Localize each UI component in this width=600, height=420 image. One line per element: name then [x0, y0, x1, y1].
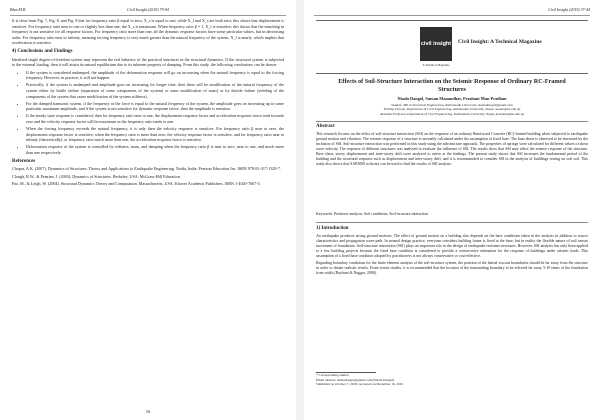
list-item: • When the forcing frequency exceeds the natural frequency, it is only then the velocity response is sensitive. For frequency ratio β near to zero, the displacement response factor is sensitive; when the frequency ratio is more than zero, the velocity response factor is sensitive, and for frequency ratio near to infinity (theoretically), or frequency ratio much more than one, the acceleration response factor is sensitive. — [26, 126, 284, 143]
correspondence-footnote — [316, 372, 588, 387]
section-intro: Idealized single degree-of-freedom system may represent the real behavior of the practical structures in the structural dynamics. If the structural system is subjected to the external loading, then it will attain its natural equilibrium due to its inherent property of damping. From this study, the following conclusions can be drawn: — [12, 56, 284, 68]
list-item: • Deformation response of the system is controlled by stiffness, mass, and damping when the frequency ratio β is near to zero, near to one, and much more than one respectively. — [26, 144, 284, 155]
affiliations — [324, 103, 580, 116]
reference-item: Clough, R.W., & Penzien, J. (2003). Dynamics of Structures. Berkeley, USA: McGraw-Hill Education. — [12, 173, 181, 179]
intro-paragraph: An earthquake produces strong ground motions. The effect of ground motion on a building also depends on the base conditions taken in the analysis in addition to source characteristics and propagation wave path. In normal design practice, everyone considers building frame is fixed at the base, but in reality the flexible nature of soil causes movement of foundation. Soil-structure interaction (SSI) plays an important role in the design of earthquake-resistant structures. However, SSI analysis has only been applied to a few building projects because the fixed base condition is considered to provide a conservative estimation for the response of buildings under seismic loads. This assumption of a fixed base condition adopted by practitioners is not always conservative or cost-effective. — [316, 234, 588, 258]
references-list — [12, 166, 284, 187]
journal-name: Civil Insight: A Technical Magazine — [458, 39, 542, 45]
right-page — [304, 0, 600, 420]
intro-body — [316, 234, 588, 278]
reference-item: Chopra, A.K. (2007). Dynamics of Structures: Theory and Applications to Earthquake Engineering. Noida, India: Pearson Education Inc. ISBN 978-81-317-1329-7. — [12, 166, 281, 172]
reference-item: Paz, M., & Leigh, W. (2004). Structural Dynamics Theory and Computation. Massachusetts, USA: Kluwer Academic Publishers. ISBN 1-4020-7667-3. — [12, 181, 261, 187]
left-page-body — [12, 18, 284, 189]
section-title: 4) Conclusions and Findings — [12, 48, 73, 54]
header-journal: Civil Insight (2019) 79-94 — [127, 7, 169, 12]
paper-authors: Nisala Dangol, Suman Manandhar, Prashant Man Pradhan — [397, 96, 507, 101]
submission-dates: Submitted on October 7, 2019; Accepted on December 16, 2019 — [316, 382, 404, 387]
paper-title: Effects of Soil-Structure Interaction on the Seismic Response of Ordinary RC-Framed Structures — [338, 78, 566, 93]
journal-banner — [316, 20, 588, 74]
header-author: Bhat M.R. — [10, 7, 27, 12]
page-header — [314, 6, 590, 16]
abstract-text: This research focuses on the effect of soil-structure interaction (SSI) on the response of an ordinary Reinforced Concrete (RC)-framed building when subjected to earthquake ground motion and vibration. The seismic response of a structure is normally calculated under the assumption of fixed base. The base shear is observed to be increased by the inclusion of SSI. Soil-structure interaction was performed in this study using the substructure approach. The properties of springs were calculated for different values of shear wave velocity. The response of different structures was analysed to evaluate the influence of SSI. The results show that SSI may affect the seismic response of the structure. Base shear, storey displacement and inter-storey drift were analysed to arrive at the findings. The present study shows that SSI increases the fundamental period of the building and the structural response such as displacement and inter-storey drift, and it is recommended to consider SSI in the analysis of buildings resting on soft soil. This study also shows that SAP2000 software can be used to find the results of SSI analysis. — [316, 132, 588, 166]
divider — [316, 121, 588, 122]
list-item: • Practically, if the system is undamped and amplitude goes on increasing for longer time, then there will be modification of the natural frequency of the system either by brittle failure (separation of some components of the system) or mass modification of mass) or by ductile failure (yielding of the components of the system that cause modification of the system stiffness). — [26, 82, 284, 99]
divider — [316, 222, 588, 223]
journal-logo: civil insight — [420, 27, 452, 61]
affiliation: Visiting Faculty, Department of Civil Engineering, Kathmandu University, Nepal, suman@ku.edu.np — [383, 107, 521, 112]
email-address: Email address: nisaladangol@gmail.com (Nisala Dangol) — [316, 377, 395, 382]
header-journal: Civil Insight (2019) 37-44 — [548, 7, 590, 12]
intro-paragraph: It is clear from Fig. 7, Fig. 8, and Fig. 9 that for frequency ratio β equal to zero, X_s is equal to one, while X_l and X_s are both zero; this shows that displacement is sensitive. For frequency ratio near to one or slightly less than one, the X_s is maximum. When frequency ratio β = 1, X_l is sensitive; this shows that the matching in frequency is not sensitive for all response factors. For frequency ratio more than one, all the dynamic response factors have some particular values, but in decreasing order. For frequency ratio near to infinity, meaning forcing frequency is very much greater than the natural frequency of the system, X_l is nearly, which implies that acceleration is sensitive. — [12, 18, 284, 46]
affiliation: Student, ME in Structural Engineering, Kathmandu University, nisaladangol@gmail.com — [391, 103, 513, 107]
list-item: • For the damped harmonic system, if the frequency of the force is equal to the natural frequency of the system, the amplitude goes on increasing up to some particular maximum amplitude, and if the system is not sensitive for dynamic response factor, then the amplitude is sensitive. — [26, 101, 284, 112]
page-header — [10, 6, 286, 16]
affiliation: Assistant Professor, Department of Civil Engineering, Kathmandu University, Nepal, prashant@ku.edu.np — [379, 111, 525, 116]
abstract-title: Abstract — [316, 124, 335, 129]
page-number: 16 — [145, 409, 151, 414]
corresponding-label: * Corresponding Author — [316, 373, 349, 378]
left-page — [0, 0, 296, 420]
intro-title: 1) Introduction — [316, 226, 349, 231]
keywords: Keywords: Pushover analysis, Soil conditions, Soil-structure interaction — [316, 212, 429, 216]
conclusions-list — [12, 70, 284, 156]
references-title: References — [12, 158, 36, 164]
journal-logo-subtext: A Technical Magazine — [422, 63, 450, 67]
list-item: • If the steady state response is considered, then for frequency ratio near to one, the displacement response factor and acceleration response factor tend towards zero and the velocity response factor will be maximum as the frequency ratio tends to one. — [26, 113, 284, 124]
list-item: • If the system is considered undamped, the amplitude of the deformation response will go on increasing when the natural frequency is equal to the forcing frequency. However, in practice, it will not happen. — [26, 70, 284, 81]
intro-paragraph: Regarding boundary conditions for the finite element analysis of the soil-structure system, the position of the lateral viscous boundaries should be far away from the structure in order to obtain realistic results. From recent studies, it is recommended that the location of the transmitting boundary to be selected far away 5-10 times of the foundation from width (Rayhani & Naggar, 2008). — [316, 261, 588, 275]
